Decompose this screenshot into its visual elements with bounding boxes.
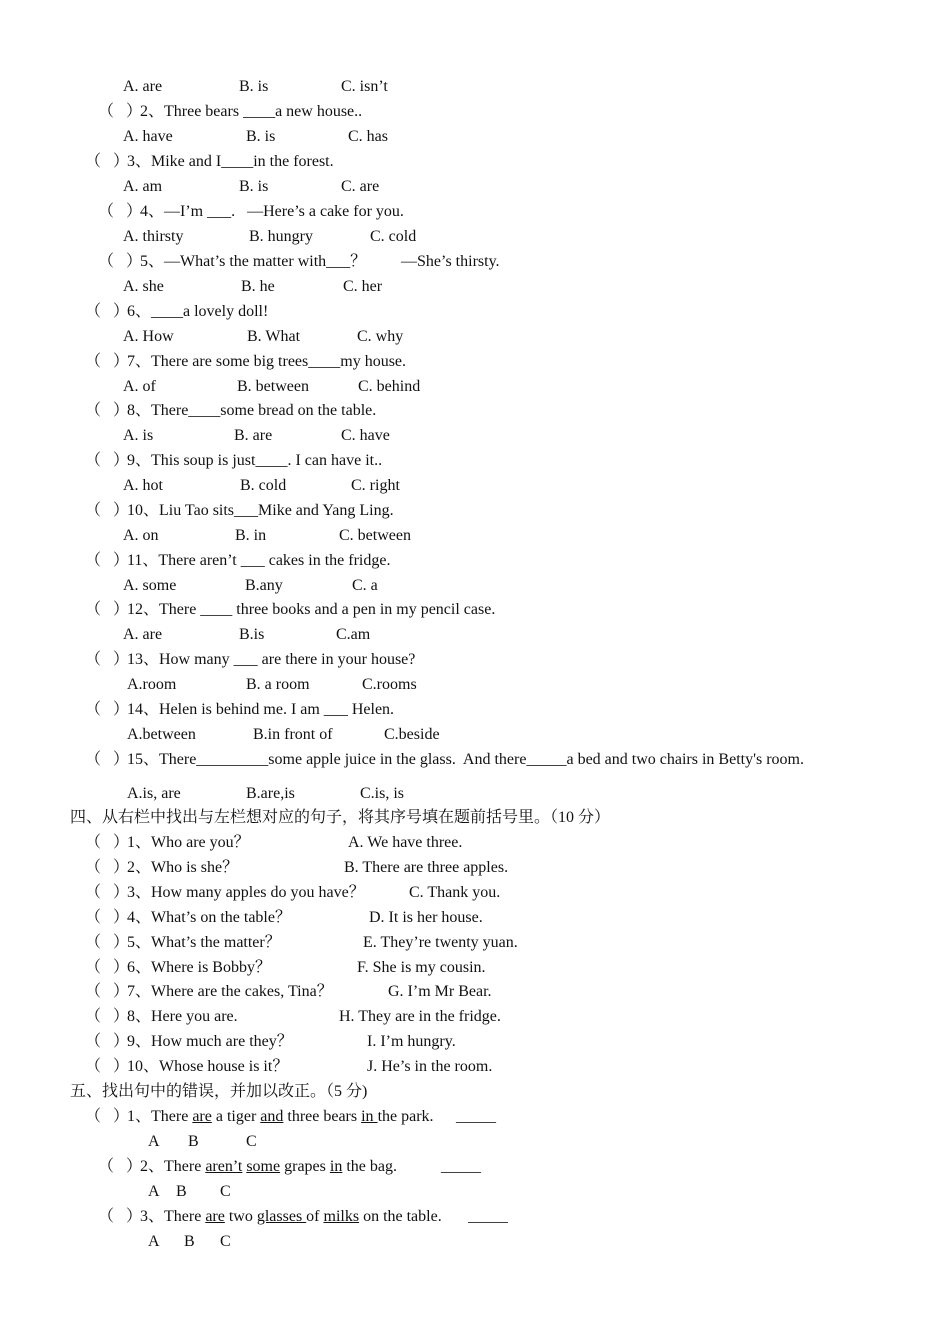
- sentence-part: the bag.: [342, 1158, 397, 1175]
- option-c: C.beside: [384, 726, 440, 743]
- answer-blank: _____: [456, 1108, 496, 1125]
- answer-bracket: （ ）: [85, 651, 130, 668]
- question-text-reply: —She’s thirsty.: [401, 253, 500, 270]
- left-question: 5、What’s the matter？: [127, 933, 281, 951]
- answer-bracket: （ ）: [85, 933, 130, 951]
- section-heading: 五、找出句中的错误，并加以改正。（5 分): [70, 1083, 368, 1100]
- option-a: A. of: [123, 378, 156, 395]
- label-b: B: [184, 1233, 195, 1250]
- label-c: C: [220, 1233, 231, 1250]
- option-c: C.rooms: [362, 676, 417, 693]
- sentence-text: [140, 1157, 397, 1177]
- label-b: B: [188, 1133, 199, 1150]
- option-c: C. has: [348, 128, 388, 145]
- answer-bracket: （ ）: [85, 1108, 130, 1125]
- option-a: A. How: [123, 328, 174, 345]
- sentence-part: on the table.: [359, 1208, 442, 1225]
- left-question: 1、Who are you？: [127, 834, 250, 851]
- option-c: C. behind: [358, 378, 421, 395]
- left-question: 9、How much are they？: [127, 1033, 293, 1051]
- answer-bracket: （ ）: [85, 353, 130, 370]
- option-c: C. between: [339, 527, 411, 544]
- answer-bracket: （ ）: [85, 701, 130, 718]
- answer-bracket: （ ）: [98, 103, 143, 120]
- question-text: 11、There aren’t ___ cakes in the fridge.: [127, 552, 391, 569]
- option-a: A.between: [127, 726, 196, 743]
- option-b: B.is: [239, 626, 265, 643]
- answer-bracket: （ ）: [85, 958, 130, 976]
- answer-bracket: （ ）: [98, 203, 143, 220]
- underlined-part-b: glasses: [256, 1208, 307, 1225]
- question-text: 13、How many ___ are there in your house?: [127, 651, 416, 668]
- option-b: B.in front of: [253, 726, 333, 743]
- right-answer: B. There are three apples.: [344, 858, 509, 876]
- label-a: A: [148, 1133, 160, 1150]
- label-c: C: [246, 1133, 257, 1150]
- section-heading: 四、从右栏中找出与左栏想对应的句子，将其序号填在题前括号里。（10 分）: [70, 809, 611, 826]
- option-c: C.is, is: [360, 785, 405, 802]
- left-question: 3、How many apples do you have？: [127, 883, 365, 901]
- option-c: C. a: [352, 577, 378, 594]
- option-c: C. why: [357, 328, 404, 345]
- left-question: 8、Here you are.: [127, 1008, 238, 1026]
- right-answer: E. They’re twenty yuan.: [363, 933, 518, 951]
- underlined-part-c: in: [329, 1158, 343, 1175]
- sentence-part: 1、There: [127, 1108, 193, 1125]
- sentence-part: two: [224, 1208, 257, 1225]
- answer-bracket: （ ）: [85, 1008, 130, 1026]
- left-question: 2、Who is she？: [127, 858, 239, 876]
- option-b: B. cold: [240, 477, 287, 494]
- answer-bracket: （ ）: [85, 601, 130, 618]
- option-b: B. are: [234, 427, 273, 444]
- answer-blank: _____: [441, 1158, 481, 1175]
- question-text: 15、There_________some apple juice in the glass. And there_____a bed and two chairs in Betty's room.: [127, 751, 804, 768]
- underlined-part-a: are: [205, 1208, 225, 1225]
- sentence-part: three bears: [283, 1108, 362, 1125]
- sentence-part: grapes: [280, 1158, 330, 1175]
- question-text: 6、____a lovely doll!: [127, 303, 269, 320]
- option-c: C. right: [351, 477, 400, 494]
- answer-bracket: （ ）: [85, 1058, 130, 1076]
- underlined-part-c: in: [361, 1108, 378, 1125]
- right-answer: G. I’m Mr Bear.: [388, 983, 492, 1001]
- question-text: 14、Helen is behind me. I am ___ Helen.: [127, 701, 395, 718]
- option-b: B. What: [247, 328, 301, 345]
- option-a: A. she: [123, 278, 164, 295]
- left-question: 4、What’s on the table？: [127, 908, 291, 926]
- answer-bracket: （ ）: [85, 552, 130, 569]
- option-c: C.am: [336, 626, 371, 643]
- answer-bracket: （ ）: [85, 858, 130, 876]
- right-answer: J. He’s in the room.: [367, 1058, 493, 1076]
- answer-blank: _____: [468, 1208, 508, 1225]
- sentence-part: of: [306, 1208, 324, 1225]
- error-sentence-3-labels: [0, 1232, 231, 1312]
- option-c: C. isn’t: [341, 78, 388, 95]
- option-c: C. are: [341, 178, 380, 195]
- option-b: B.any: [245, 577, 283, 594]
- option-a: A. some: [123, 577, 177, 594]
- right-answer: I. I’m hungry.: [367, 1033, 456, 1051]
- underlined-part-c: milks: [323, 1208, 360, 1225]
- right-answer: A. We have three.: [348, 834, 463, 851]
- option-b: B. is: [239, 78, 269, 95]
- question-text: 8、There____some bread on the table.: [127, 402, 377, 419]
- question-text: 9、This soup is just____. I can have it..: [127, 452, 383, 469]
- question-text: 10、Liu Tao sits___Mike and Yang Ling.: [127, 502, 394, 519]
- option-b: B. is: [246, 128, 276, 145]
- left-question: 10、Whose house is it？: [127, 1058, 289, 1076]
- right-answer: D. It is her house.: [369, 908, 483, 926]
- option-c: C. have: [341, 427, 390, 444]
- option-a: A. hot: [123, 477, 163, 494]
- answer-bracket: （ ）: [98, 253, 143, 270]
- right-answer: H. They are in the fridge.: [339, 1008, 501, 1026]
- label-a: A: [148, 1183, 160, 1200]
- option-b: B. in: [235, 527, 267, 544]
- option-c: C. cold: [370, 228, 417, 245]
- question-text: 2、Three bears ____a new house..: [140, 103, 363, 120]
- label-c: C: [220, 1183, 231, 1200]
- option-a: A.room: [127, 676, 177, 693]
- sentence-text: [127, 1107, 434, 1127]
- option-a: A. am: [123, 178, 163, 195]
- sentence-part: the park.: [377, 1108, 434, 1125]
- question-text: 4、—I’m ___. —Here’s a cake for you.: [140, 203, 404, 220]
- option-b: B. is: [239, 178, 269, 195]
- sentence-part: a tiger: [211, 1108, 261, 1125]
- option-a: A. on: [123, 527, 159, 544]
- option-a: A. thirsty: [123, 228, 184, 245]
- answer-bracket: （ ）: [85, 908, 130, 926]
- sentence-part: 3、There: [140, 1208, 206, 1225]
- option-a: A. is: [123, 427, 154, 444]
- answer-bracket: （ ）: [85, 153, 130, 170]
- answer-bracket: （ ）: [85, 402, 130, 419]
- option-c: C. her: [343, 278, 383, 295]
- label-b: B: [176, 1183, 187, 1200]
- answer-bracket: （ ）: [85, 834, 130, 851]
- left-question: 7、Where are the cakes, Tina？: [127, 983, 333, 1001]
- answer-bracket: （ ）: [85, 883, 130, 901]
- right-answer: F. She is my cousin.: [357, 958, 486, 976]
- question-text: 3、Mike and I____in the forest.: [127, 153, 334, 170]
- question-text: 5、—What’s the matter with___？: [140, 253, 367, 270]
- option-a: A. are: [123, 626, 163, 643]
- option-b: B. hungry: [249, 228, 313, 245]
- label-a: A: [148, 1233, 160, 1250]
- left-question: 6、Where is Bobby？: [127, 958, 271, 976]
- option-b: B. between: [237, 378, 309, 395]
- underlined-part-a: aren’t: [205, 1158, 243, 1175]
- question-text: 7、There are some big trees____my house.: [127, 353, 407, 370]
- underlined-part-a: are: [192, 1108, 212, 1125]
- right-answer: C. Thank you.: [409, 883, 501, 901]
- answer-bracket: （ ）: [85, 502, 130, 519]
- underlined-part-b: some: [246, 1158, 281, 1175]
- answer-bracket: （ ）: [85, 751, 130, 768]
- option-b: B.are,is: [246, 785, 295, 802]
- underlined-part-b: and: [260, 1108, 284, 1125]
- answer-bracket: （ ）: [85, 1033, 130, 1051]
- sentence-part: 2、There: [140, 1158, 206, 1175]
- option-a: A.is, are: [127, 785, 181, 802]
- option-b: B. he: [241, 278, 275, 295]
- answer-bracket: （ ）: [98, 1158, 143, 1175]
- answer-bracket: （ ）: [85, 452, 130, 469]
- option-a: A. are: [123, 78, 163, 95]
- option-b: B. a room: [246, 676, 310, 693]
- sentence-text: [140, 1207, 442, 1227]
- answer-bracket: （ ）: [98, 1208, 143, 1225]
- answer-bracket: （ ）: [85, 983, 130, 1001]
- question-text: 12、There ____ three books and a pen in my pencil case.: [127, 601, 496, 618]
- answer-bracket: （ ）: [85, 303, 130, 320]
- option-a: A. have: [123, 128, 173, 145]
